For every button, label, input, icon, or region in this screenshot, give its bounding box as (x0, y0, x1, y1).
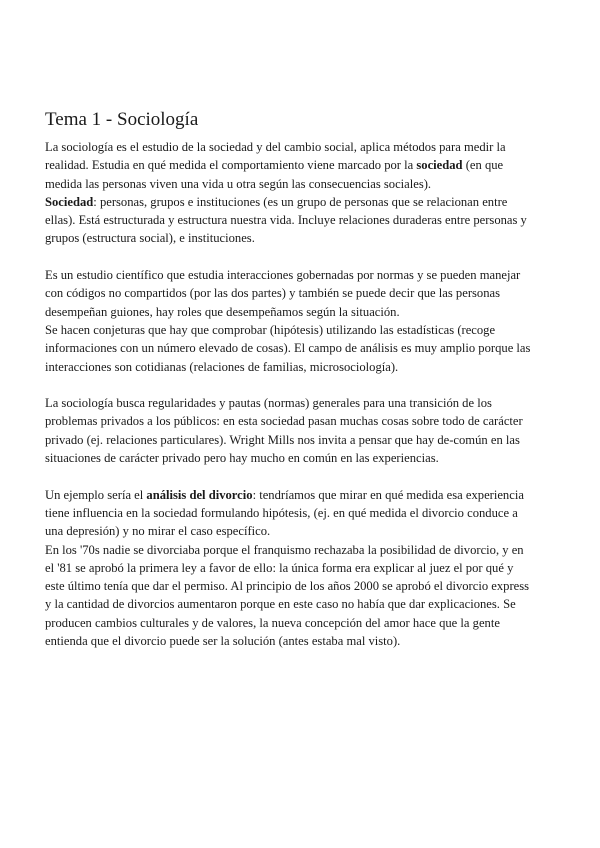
paragraph-text: Un ejemplo sería el (45, 487, 147, 502)
paragraph-conjeturas: Se hacen conjeturas que hay que comprobar (hipótesis) utilizando las estadísticas (recoge informaciones con un número elevado de cosas). El campo de análisis es muy amplio porque las interacciones son cotidianas (relaciones de familias, microsociología). (45, 322, 531, 374)
paragraph-estudio-cientifico: Es un estudio científico que estudia interacciones gobernadas por normas y se pueden manejar con códigos no compartidos (por las dos partes) y también se puede decir que las personas desempeñan guiones, hay roles que desempeñamos según la situación. (45, 268, 521, 319)
paragraph-text: La sociología es el estudio de la sociedad y del cambio social, aplica métodos para medir la realidad. Estudia en qué medida el comportamiento viene marcado por la (45, 140, 506, 173)
paragraph-spacer (45, 376, 535, 394)
paragraph-text: : personas, grupos e instituciones (es un grupo de personas que se relacionan entre ellas). Está estructurada y estructura nuestra vida. Incluye relaciones duraderas entre personas y grupos (estructura social), e instituciones. (45, 194, 527, 246)
paragraph-ejemplo (45, 486, 535, 541)
bold-term-sociedad-def: Sociedad (45, 194, 94, 209)
document-page (45, 108, 535, 650)
paragraph-sociedad (45, 193, 535, 248)
paragraph-spacer (45, 467, 535, 485)
paragraph-historia-divorcio: En los '70s nadie se divorciaba porque el franquismo rechazaba la posibilidad de divorcio, y en el '81 se aprobó la primera ley a favor de ello: la única forma era explicar al juez el por qué y este último tenía que dar el permiso. Al principio de los años 2000 se aprobó el divorcio express y la cantidad de divorcios aumentaron porque en este caso no había que dar explicaciones. Se producen cambios culturales y de valores, la nueva concepción del amor hace que la gente entienda que el divorcio puede ser la solución (antes estaba mal visto). (45, 542, 530, 649)
page-title: Tema 1 - Sociología (45, 109, 199, 130)
paragraph-text: (en que medida las personas viven una vida u otra según las consecuencias sociales). (45, 158, 504, 191)
paragraph-definition (45, 138, 535, 193)
bold-term-divorcio: análisis del divorcio (146, 487, 253, 502)
paragraph-spacer (45, 248, 535, 266)
paragraph-text: : tendríamos que mirar en qué medida esa experiencia tiene influencia en la sociedad formulando hipótesis, (ej. en qué medida el divorcio conduce a una depresión) y no mirar el caso específico. (45, 487, 524, 539)
paragraph-regularidades: La sociología busca regularidades y pautas (normas) generales para una transición de los problemas privados a los públicos: en esta sociedad pasan muchas cosas sobre todo de carácter privado (ej. relaciones particulares). Wright Mills nos invita a pensar que hay de-común en las situaciones de carácter privado pero hay mucho en común en las experiencias. (45, 396, 523, 466)
bold-term-sociedad: sociedad (416, 158, 463, 173)
